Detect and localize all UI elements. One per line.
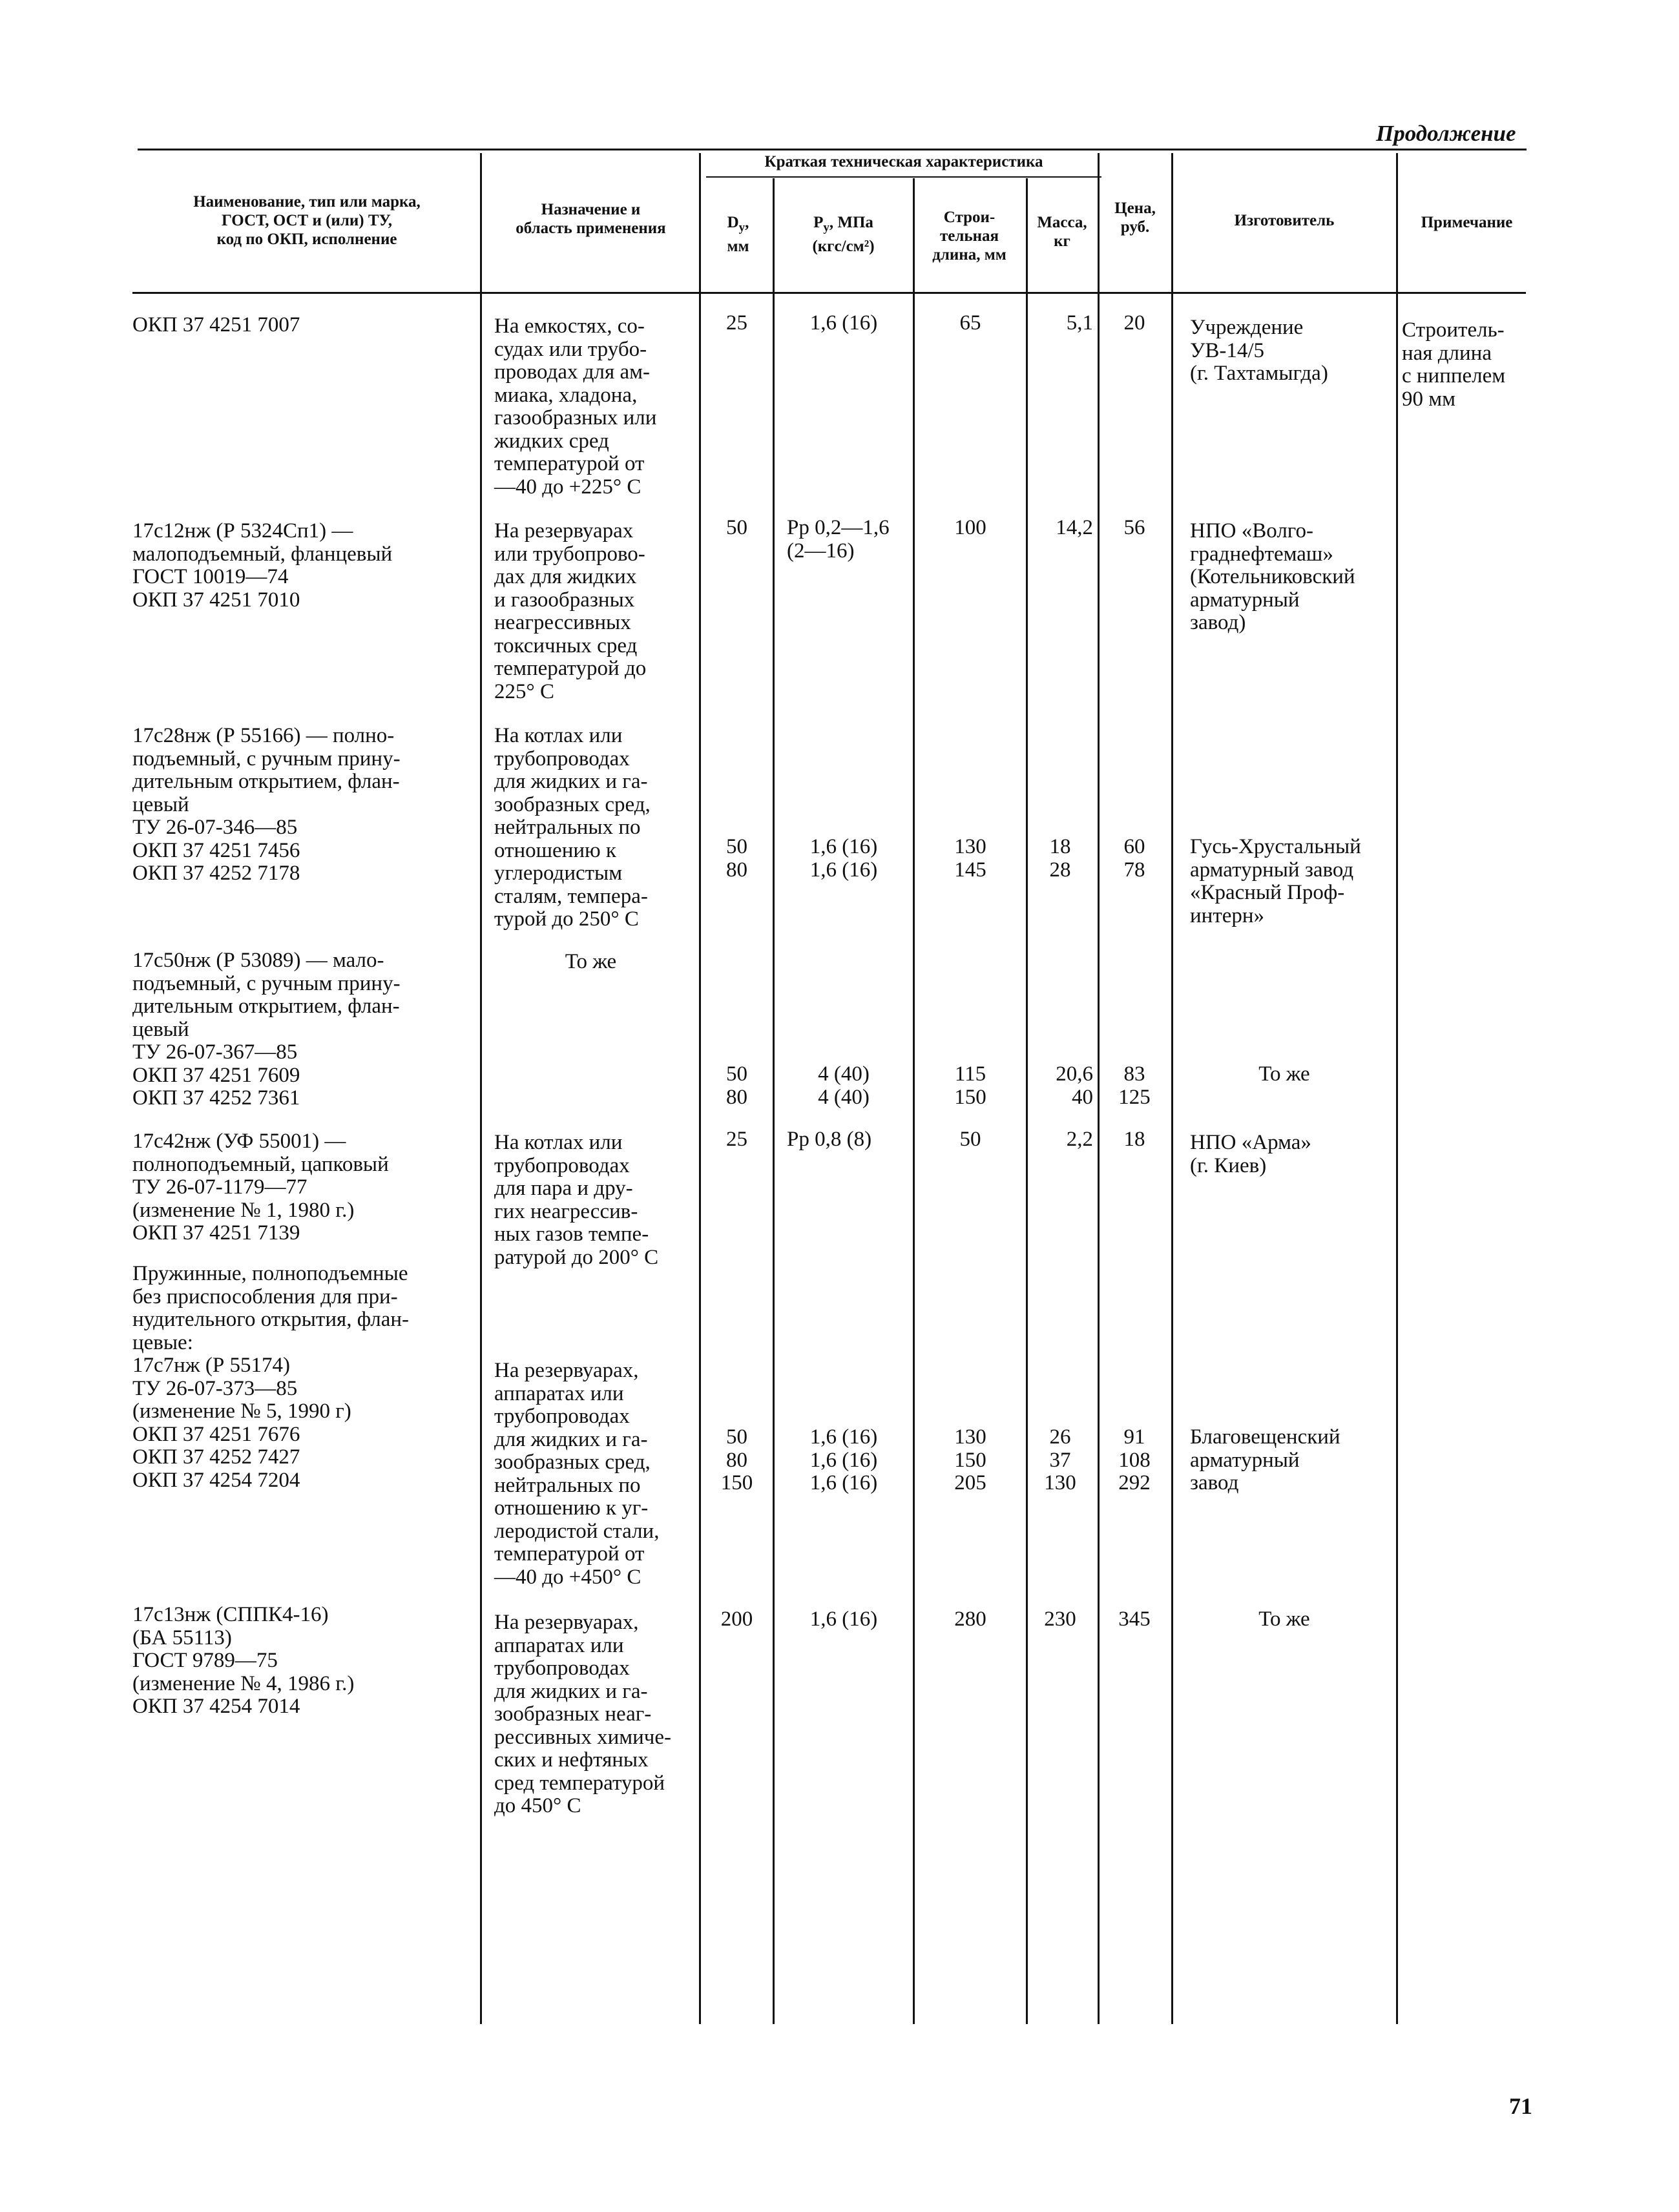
row-3-name: 17с28нж (Р 55166) — полно- подъемный, с ручным прину- дительным открытием, флан- цевый ТУ 26-07-346—85 ОКП 37 4251 7456 ОКП 37 4252 7178 [132,724,401,885]
col-divider-8 [1396,153,1398,2024]
header-bottom-rule [132,292,1526,294]
row-5-purpose: На котлах или трубопроводах для пара и дру- гих неагрессив- ных газов темпе- ратурой до 200° С [494,1131,659,1269]
continuation-label: Продолжение [1376,121,1516,146]
header-note: Примечание [1421,214,1513,231]
row-6-dy: 50 80 150 [720,1425,753,1494]
tech-group-rule [706,176,1101,178]
row-3-py: 1,6 (16) 1,6 (16) [809,835,878,882]
row-1-name: ОКП 37 4251 7007 [132,313,300,336]
row-4-maker: То же [1258,1062,1310,1086]
row-4-purpose: То же [565,950,617,973]
row-6-length: 130 150 205 [954,1425,986,1494]
header-tech-group: Краткая техническая характеристика [764,153,1043,171]
row-2-name: 17с12нж (Р 5324Сп1) — малоподъемный, фланцевый ГОСТ 10019—74 ОКП 37 4251 7010 [132,519,393,612]
row-7-purpose: На резервуарах, аппаратах или трубопроводах для жидких и га- зообразных неаг- рессивных химиче- ских и нефтяных сред температурой до 450° С [494,1611,672,1817]
row-4-mass: 20,6 40 [1056,1062,1093,1109]
row-5-price: 18 [1123,1128,1145,1151]
row-7-py: 1,6 (16) [809,1607,878,1631]
row-5-dy: 25 [726,1128,747,1151]
col-divider-7 [1171,153,1173,2024]
page-number: 71 [1509,2093,1532,2119]
row-7-name: 17с13нж (СППК4-16) (БА 55113) ГОСТ 9789—75 (изменение № 4, 1986 г.) ОКП 37 4254 7014 [132,1603,355,1718]
row-2-purpose: На резервуарах или трубопрово- дах для жидких и газообразных неагрессивных токсичных сред температурой до 225° С [494,519,647,703]
header-maker: Изготовитель [1234,212,1335,229]
row-1-dy: 25 [726,311,747,335]
row-1-length: 65 [959,311,981,335]
header-mass: Масса, кг [1037,214,1087,250]
row-3-price: 60 78 [1123,835,1145,882]
row-4-length: 115 150 [954,1062,986,1109]
col-divider-1 [480,153,482,2024]
row-1-note: Строитель- ная длина с ниппелем 90 мм [1402,318,1506,411]
header-price: Цена, руб. [1114,200,1156,236]
row-2-dy: 50 [726,516,747,539]
row-6-mass: 26 37 130 [1044,1425,1076,1494]
row-1-py: 1,6 (16) [809,311,878,335]
row-3-length: 130 145 [954,835,986,882]
row-5-maker: НПО «Арма» (г. Киев) [1190,1131,1311,1177]
row-2-maker: НПО «Волго- граднефтемаш» (Котельниковский арматурный завод) [1190,519,1355,634]
row-2-mass: 14,2 [1056,516,1093,539]
row-1-price: 20 [1123,311,1145,335]
row-6-purpose: На резервуарах, аппаратах или трубопроводах для жидких и га- зообразных сред, нейтральных по отношению к уг- леродистой стали, температурой от —40 до +450° С [494,1359,660,1589]
header-purpose: Назначение и область применения [516,201,666,237]
row-3-dy: 50 80 [726,835,747,882]
row-7-dy: 200 [720,1607,753,1631]
row-3-purpose: На котлах или трубопроводах для жидких и га- зообразных сред, нейтральных по отношению к углеродистым сталям, темпера- турой до 250° С [494,724,651,931]
row-4-name: 17с50нж (Р 53089) — мало- подъемный, с ручным прину- дительным открытием, флан- цевый ТУ 26-07-367—85 ОКП 37 4251 7609 ОКП 37 4252 7361 [132,949,401,1110]
row-1-purpose: На емкостях, со- судах или трубо- проводах для ам- миака, хладона, газообразных или жидких сред температурой от —40 до +225° С [494,315,657,499]
row-7-mass: 230 [1044,1607,1076,1631]
row-3-mass: 18 28 [1049,835,1071,882]
row-5-length: 50 [959,1128,981,1151]
row-2-length: 100 [954,516,986,539]
row-6-price: 91 108 292 [1118,1425,1151,1494]
table-top-rule [138,149,1527,150]
row-7-length: 280 [954,1607,986,1631]
row-6-maker: Благовещенский арматурный завод [1190,1425,1340,1494]
col-divider-2 [699,153,701,2024]
row-1-maker: Учреждение УВ-14/5 (г. Тахтамыгда) [1190,316,1328,385]
row-2-price: 56 [1123,516,1145,539]
header-name: Наименование, тип или марка, ГОСТ, ОСТ и (или) ТУ, код по ОКП, исполнение [193,193,421,248]
row-2-py: Pр 0,2—1,6 (2—16) [787,516,890,563]
row-3-maker: Гусь-Хрустальный арматурный завод «Красный Проф- интерн» [1190,835,1361,927]
row-1-mass: 5,1 [1066,311,1093,335]
row-4-py: 4 (40) 4 (40) [818,1062,870,1109]
row-6-name: Пружинные, полноподъемные без приспособления для при- нудительного открытия, флан- цевые: 17с7нж (Р 55174) ТУ 26-07-373—85 (изменение № 5, 1990 г) ОКП 37 4251 7676 ОКП 37 4252 7427 ОКП 37 4254 7204 [132,1262,410,1492]
header-py: $P_у$, МПа (кгс/см²) [812,214,875,255]
header-dy: $D_у$, мм [727,214,749,255]
col-divider-3 [773,178,775,2024]
row-7-price: 345 [1118,1607,1151,1631]
row-5-py: Pр 0,8 (8) [787,1128,872,1151]
row-4-dy: 50 80 [726,1062,747,1109]
row-5-name: 17с42нж (УФ 55001) — полноподъемный, цапковый ТУ 26-07-1179—77 (изменение № 1, 1980 г.) ОКП 37 4251 7139 [132,1130,389,1245]
header-length: Строи- тельная длина, мм [932,209,1006,264]
col-divider-4 [913,178,915,2024]
row-5-mass: 2,2 [1066,1128,1093,1151]
row-6-py: 1,6 (16) 1,6 (16) 1,6 (16) [809,1425,878,1494]
row-7-maker: То же [1258,1607,1310,1631]
row-4-price: 83 125 [1118,1062,1151,1109]
